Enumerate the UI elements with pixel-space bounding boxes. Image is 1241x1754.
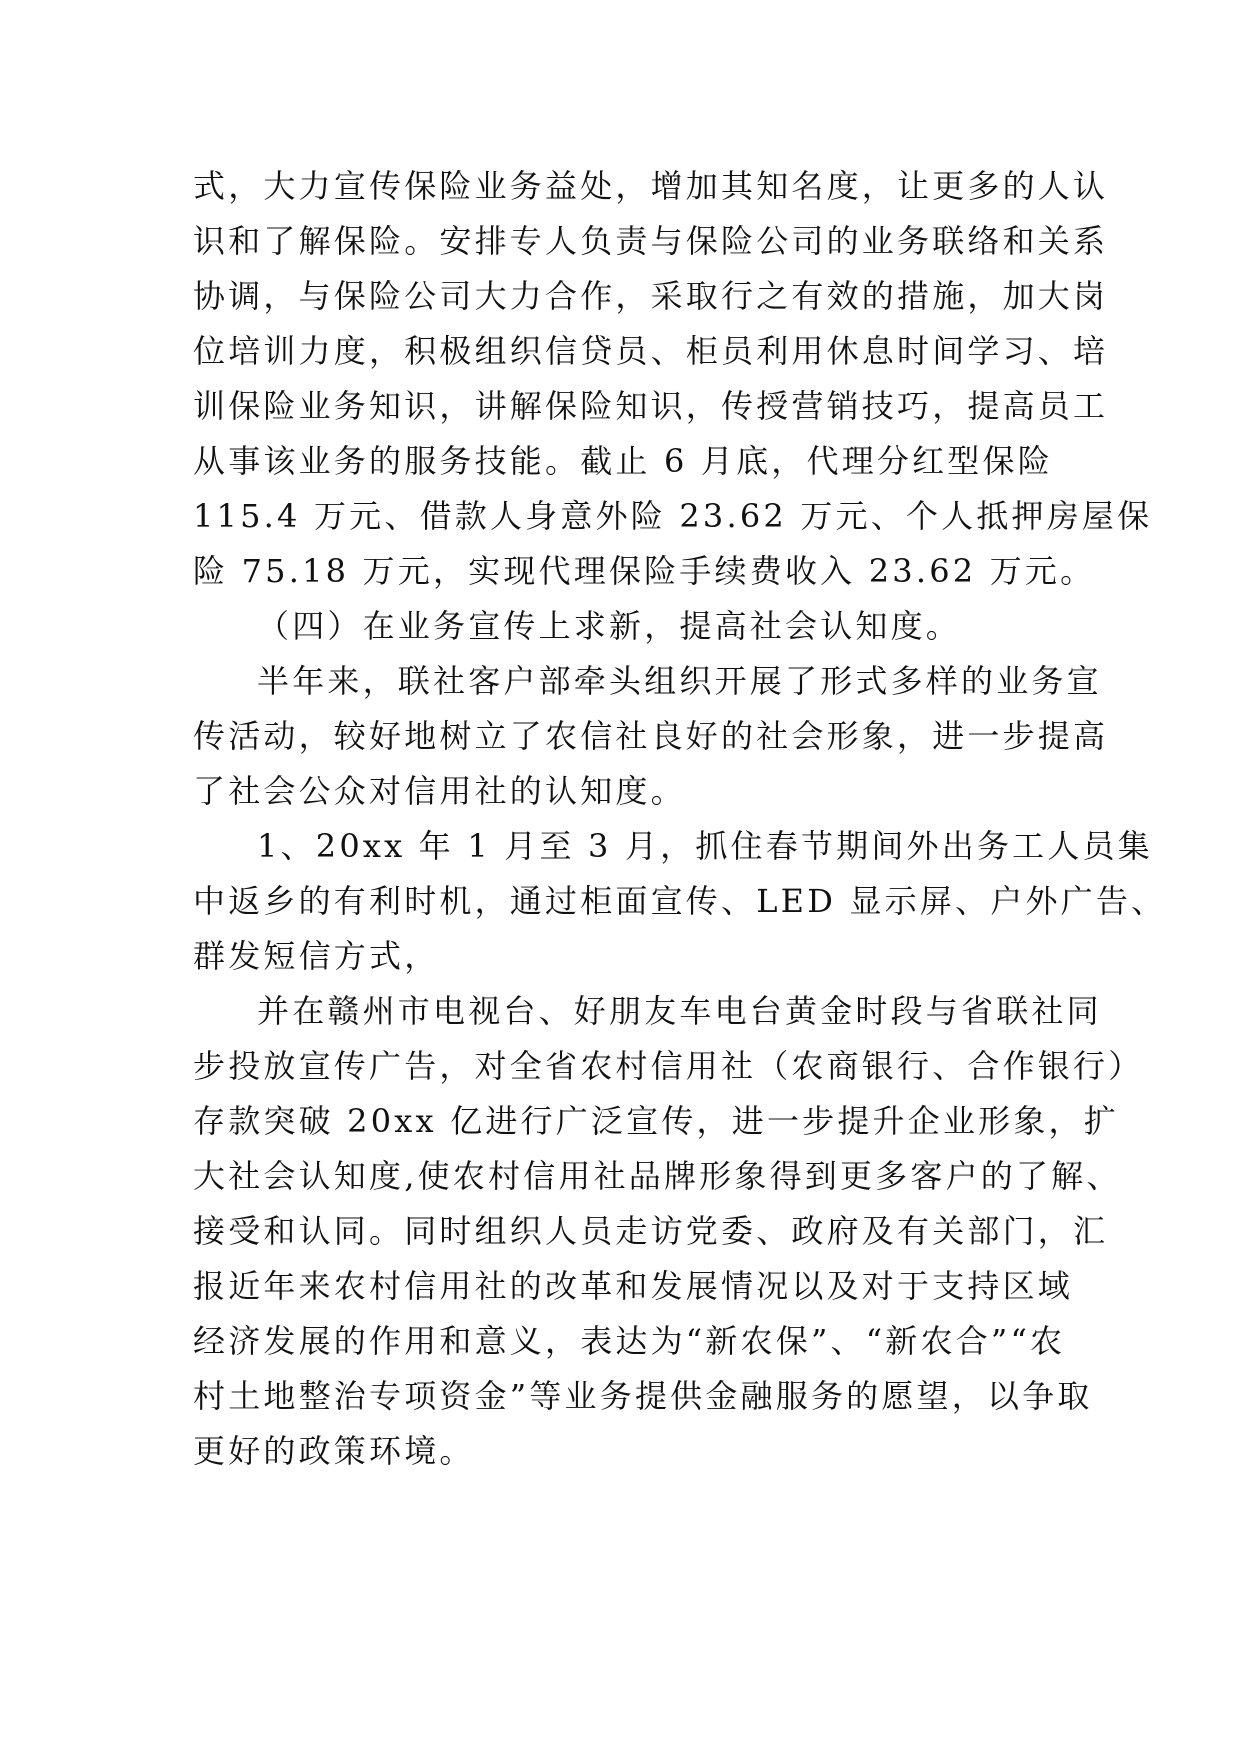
body-text-line: 经济发展的作用和意义，表达为“新农保”、“新农合”“农: [193, 1322, 1066, 1360]
body-text-line: 了社会公众对信用社的认知度。: [193, 772, 686, 810]
body-text-line: 识和了解保险。安排专人负责与保险公司的业务联络和关系: [193, 222, 1109, 260]
body-text-line: 协调，与保险公司大力合作，采取行之有效的措施，加大岗: [193, 277, 1109, 315]
body-text-line: 训保险业务知识，讲解保险知识，传授营销技巧，提高员工: [193, 387, 1109, 425]
body-text-line: 大社会认知度,使农村信用社品牌形象得到更多客户的了解、: [193, 1157, 1122, 1195]
body-text-line: 险 75.18 万元，实现代理保险手续费收入 23.62 万元。: [193, 552, 1096, 590]
body-text-line: 1、20xx 年 1 月至 3 月，抓住春节期间外出务工人员集: [257, 827, 1153, 865]
body-text-line: 并在赣州市电视台、好朋友车电台黄金时段与省联社同: [257, 992, 1102, 1030]
body-text-line: 半年来，联社客户部牵头组织开展了形式多样的业务宣: [257, 662, 1102, 700]
body-text-line: 式，大力宣传保险业务益处，增加其知名度，让更多的人认: [193, 167, 1109, 205]
body-text-line: 传活动，较好地树立了农信社良好的社会形象，进一步提高: [193, 717, 1109, 755]
body-text-line: 存款突破 20xx 亿进行广泛宣传，进一步提升企业形象，扩: [193, 1102, 1119, 1140]
body-text-line: 村土地整治专项资金”等业务提供金融服务的愿望，以争取: [193, 1377, 1093, 1415]
body-text-line: 报近年来农村信用社的改革和发展情况以及对于支持区域: [193, 1267, 1074, 1305]
section-heading: （四）在业务宣传上求新，提高社会认知度。: [257, 607, 962, 645]
body-text-line: 位培训力度，积极组织信贷员、柜员利用休息时间学习、培: [193, 332, 1109, 370]
body-text-line: 更好的政策环境。: [193, 1432, 475, 1470]
body-text-line: 接受和认同。同时组织人员走访党委、政府及有关部门，汇: [193, 1212, 1109, 1250]
body-text-line: 中返乡的有利时机，通过柜面宣传、LED 显示屏、户外广告、: [193, 882, 1167, 920]
body-text-line: 115.4 万元、借款人身意外险 23.62 万元、个人抵押房屋保: [193, 497, 1153, 535]
body-text-line: 步投放宣传广告，对全省农村信用社（农商银行、合作银行）: [193, 1047, 1144, 1085]
body-text-line: 群发短信方式，: [193, 937, 440, 975]
body-text-line: 从事该业务的服务技能。截止 6 月底，代理分红型保险: [193, 442, 1053, 480]
